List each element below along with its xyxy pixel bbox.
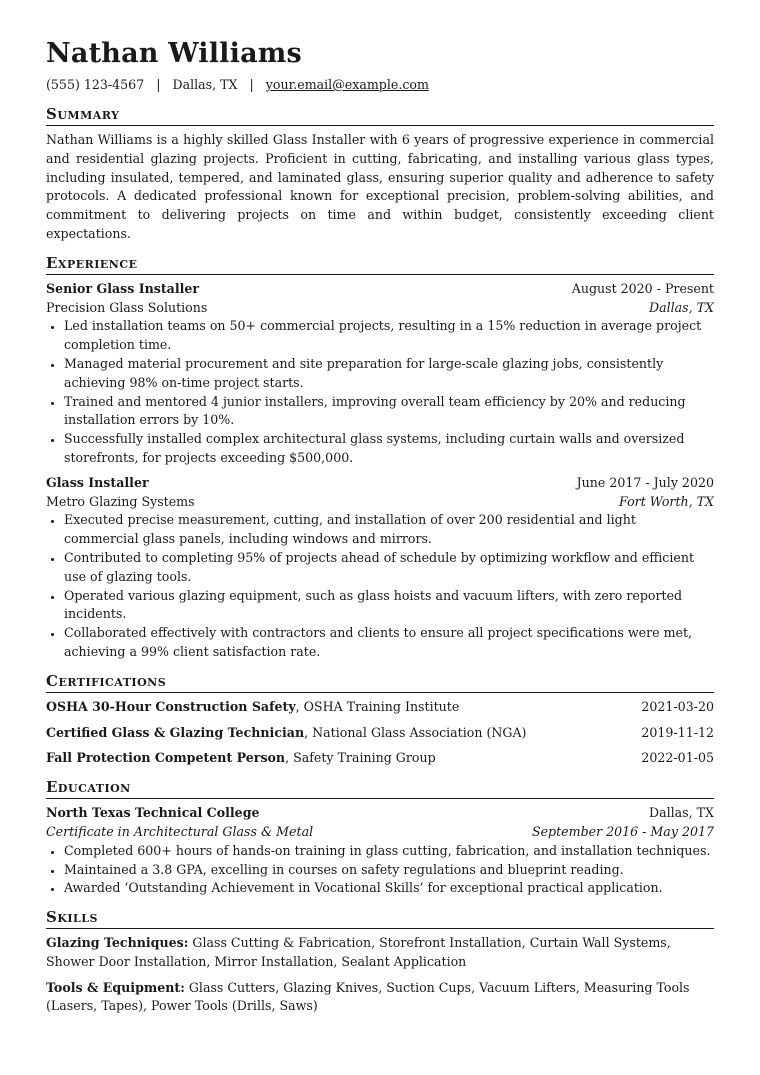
list-item: • Executed precise measurement, cutting, and installation of over 200 residential and light commercial glass panels, including windows and mirrors. (64, 511, 714, 549)
certification-row (46, 749, 714, 768)
candidate-name: Nathan Williams (46, 38, 302, 69)
certification-row (46, 724, 714, 743)
list-item: • Completed 600+ hours of hands-on training in glass cutting, fabrication, and installation techniques. (64, 842, 714, 861)
skills-section (46, 907, 714, 1016)
certification-label (46, 698, 459, 717)
certification-label (46, 724, 526, 743)
certification-date: 2022-01-05 (641, 750, 714, 766)
section-title-skills: Skills (46, 907, 714, 929)
skill-group-label: Glazing Techniques: (46, 935, 189, 951)
contact-separator: | (156, 77, 161, 92)
list-item: • Trained and mentored 4 junior installers, improving overall team efficiency by 20% and reducing installation errors by 10%. (64, 393, 714, 431)
job-company: Precision Glass Solutions (46, 299, 208, 315)
list-item: • Successfully installed complex architectural glass systems, including curtain walls and oversized storefronts, for projects exceeding $500,000. (64, 430, 714, 468)
education-section (46, 777, 714, 898)
job-company: Metro Glazing Systems (46, 493, 195, 509)
skill-group-label: Tools & Equipment: (46, 979, 185, 995)
skill-group (46, 979, 714, 1017)
location: Dallas, TX (172, 77, 238, 92)
job-subheader (46, 493, 714, 512)
certification-date: 2021-03-20 (641, 698, 714, 714)
school-name: North Texas Technical College (46, 805, 260, 821)
list-item: • Maintained a 3.8 GPA, excelling in courses on safety regulations and blueprint reading. (64, 861, 714, 880)
skill-group-text: Glass Cutters, Glazing Knives, Suction Cups, Vacuum Lifters, Measuring Tools (Lasers, Tapes), Power Tools (Drills, Saws) (46, 979, 690, 1014)
job-dates: June 2017 - July 2020 (576, 474, 714, 490)
list-item: • Operated various glazing equipment, such as glass hoists and vacuum lifters, with zero reported incidents. (64, 587, 714, 625)
school-location: Dallas, TX (648, 805, 714, 821)
certification-issuer: , OSHA Training Institute (295, 698, 460, 714)
job-header (46, 280, 714, 299)
summary-text: Nathan Williams is a highly skilled Glass Installer with 6 years of progressive experience in commercial and residential glazing projects. Proficient in cutting, fabricating, and installing various glass types, including insulated, tempered, and laminated glass, ensuring superior quality and adherence to safety protocols. A dedicated professional known for exceptional precision, problem-solving abilities, and commitment to delivering projects on time and within budget, consistently exceeding client expectations. (46, 132, 714, 241)
section-title-experience: Experience (46, 253, 714, 275)
list-item: • Led installation teams on 50+ commercial projects, resulting in a 15% reduction in average project completion time. (64, 317, 714, 355)
contact-separator: | (249, 77, 254, 92)
section-title-certifications: Certifications (46, 671, 714, 693)
education-header (46, 804, 714, 823)
job-role: Glass Installer (46, 474, 149, 490)
list-item: • Awarded ‘Outstanding Achievement in Vocational Skills’ for exceptional practical application. (64, 879, 714, 898)
education-subheader (46, 823, 714, 842)
list-item: • Contributed to completing 95% of projects ahead of schedule by optimizing workflow and efficient use of glazing tools. (64, 549, 714, 587)
job-bullets (46, 317, 714, 467)
section-title-summary: Summary (46, 104, 714, 126)
contact-line (46, 76, 714, 94)
certification-name: Fall Protection Competent Person (46, 750, 286, 766)
job-entry (46, 280, 714, 468)
certification-date: 2019-11-12 (641, 724, 714, 740)
skill-group (46, 934, 714, 972)
job-role: Senior Glass Installer (46, 280, 200, 296)
certification-row (46, 698, 714, 717)
job-location: Dallas, TX (648, 299, 714, 315)
job-header (46, 474, 714, 493)
experience-section (46, 253, 714, 662)
job-subheader (46, 299, 714, 318)
education-bullets (46, 842, 714, 898)
skill-group-text: Glass Cutting & Fabrication, Storefront Installation, Curtain Wall Systems, Shower Door Installation, Mirror Installation, Sealant Application (46, 935, 671, 969)
section-title-education: Education (46, 777, 714, 799)
degree: Certificate in Architectural Glass & Metal (46, 823, 314, 839)
job-bullets (46, 511, 714, 661)
education-dates: September 2016 - May 2017 (531, 823, 714, 839)
certifications-section (46, 671, 714, 768)
job-dates: August 2020 - Present (571, 280, 714, 296)
certification-issuer: , National Glass Association (NGA) (304, 724, 527, 740)
certification-name: OSHA 30-Hour Construction Safety (46, 698, 296, 714)
email-link[interactable]: your.email@example.com (265, 77, 429, 92)
list-item: • Managed material procurement and site preparation for large-scale glazing jobs, consistently achieving 98% on-time project starts. (64, 355, 714, 393)
phone: (555) 123-4567 (46, 77, 145, 92)
certification-label (46, 749, 436, 768)
summary-section (46, 104, 714, 244)
job-location: Fort Worth, TX (619, 493, 714, 509)
certification-name: Certified Glass & Glazing Technician (46, 724, 305, 740)
list-item: • Collaborated effectively with contractors and clients to ensure all project specifications were met, achieving a 99% client satisfaction rate. (64, 624, 714, 662)
certification-issuer: , Safety Training Group (285, 750, 436, 766)
job-entry (46, 474, 714, 662)
